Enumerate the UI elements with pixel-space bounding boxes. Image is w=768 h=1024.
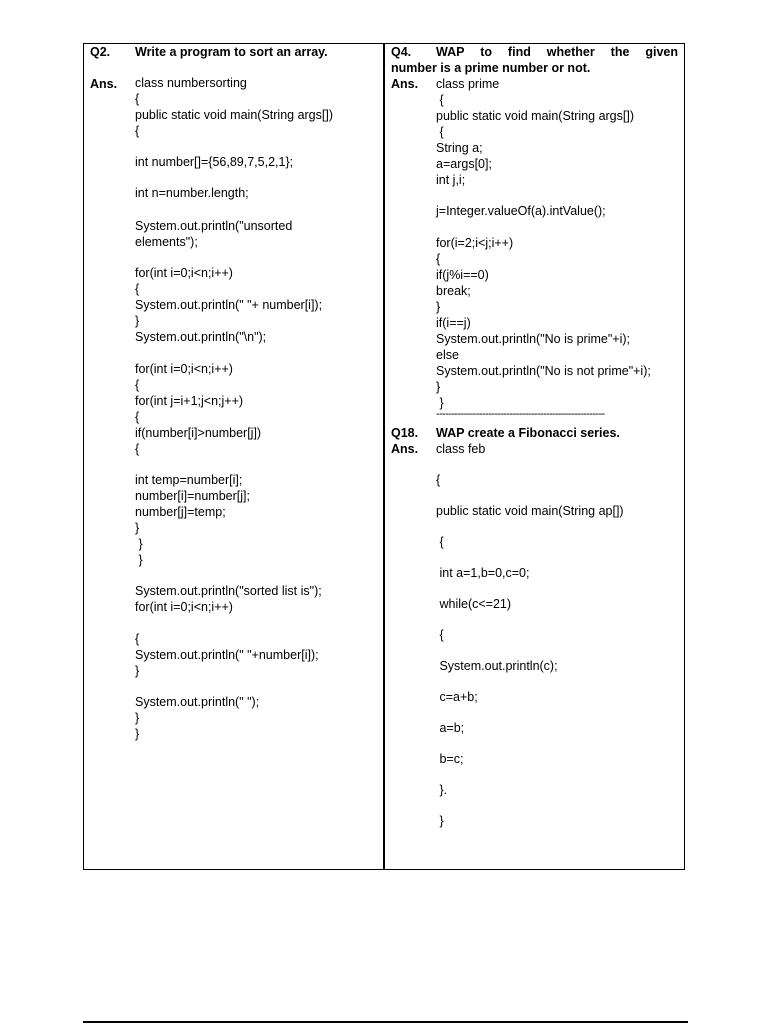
code-line: { bbox=[436, 125, 444, 139]
code-line: } bbox=[436, 396, 444, 410]
code-line: break; bbox=[436, 284, 471, 298]
code-line: } bbox=[436, 300, 441, 314]
q4-ans-label: Ans. bbox=[391, 77, 419, 91]
code-line: class feb bbox=[436, 442, 486, 456]
code-line: { bbox=[135, 124, 140, 138]
separator-line: ------------------------------------------------------- bbox=[436, 408, 605, 420]
code-line: if(number[i]>number[j]) bbox=[135, 426, 262, 440]
code-line: elements"); bbox=[135, 235, 198, 249]
code-line: int a=1,b=0,c=0; bbox=[436, 566, 530, 580]
column-divider bbox=[383, 43, 385, 870]
code-line: System.out.println(c); bbox=[436, 659, 558, 673]
code-line: j=Integer.valueOf(a).intValue(); bbox=[436, 204, 606, 218]
code-line: } bbox=[135, 711, 140, 725]
code-line: number[i]=number[j]; bbox=[135, 489, 250, 503]
code-line: int n=number.length; bbox=[135, 186, 249, 200]
code-line: } bbox=[436, 814, 444, 828]
code-line: for(int i=0;i<n;i++) bbox=[135, 600, 233, 614]
code-line: } bbox=[135, 314, 140, 328]
code-line: System.out.println("sorted list is"); bbox=[135, 584, 322, 598]
code-line: System.out.println(" "+number[i]); bbox=[135, 648, 319, 662]
q18-label: Q18. bbox=[391, 426, 419, 440]
code-line: { bbox=[135, 442, 140, 456]
code-line: int j,i; bbox=[436, 173, 466, 187]
code-line: int number[]={56,89,7,5,2,1}; bbox=[135, 155, 294, 169]
code-line: { bbox=[436, 93, 444, 107]
code-line: System.out.println(" "); bbox=[135, 695, 260, 709]
q2-question: Write a program to sort an array. bbox=[135, 45, 328, 59]
code-line: public static void main(String ap[]) bbox=[436, 504, 624, 518]
code-line: { bbox=[135, 92, 140, 106]
code-line: { bbox=[135, 282, 140, 296]
code-line: number[j]=temp; bbox=[135, 505, 226, 519]
q18-question: WAP create a Fibonacci series. bbox=[436, 426, 620, 440]
code-line: for(i=2;i<j;i++) bbox=[436, 236, 514, 250]
code-line: System.out.println("\n"); bbox=[135, 330, 267, 344]
code-line: { bbox=[135, 378, 140, 392]
code-line: System.out.println("No is not prime"+i); bbox=[436, 364, 651, 378]
code-line: class numbersorting bbox=[135, 76, 247, 90]
code-line: for(int i=0;i<n;i++) bbox=[135, 266, 233, 280]
code-line: if(j%i==0) bbox=[436, 268, 489, 282]
code-line: for(int j=i+1;j<n;j++) bbox=[135, 394, 244, 408]
code-line: }. bbox=[436, 783, 448, 797]
code-line: } bbox=[135, 664, 140, 678]
code-line: { bbox=[436, 535, 444, 549]
code-line: } bbox=[135, 521, 140, 535]
code-line: a=b; bbox=[436, 721, 465, 735]
code-line: int temp=number[i]; bbox=[135, 473, 243, 487]
code-line: } bbox=[135, 537, 143, 551]
code-line: public static void main(String args[]) bbox=[135, 108, 333, 122]
code-line: c=a+b; bbox=[436, 690, 478, 704]
code-line: } bbox=[135, 553, 143, 567]
q4-label: Q4. bbox=[391, 45, 412, 59]
code-line: if(i==j) bbox=[436, 316, 471, 330]
q18-ans-label: Ans. bbox=[391, 442, 419, 456]
code-line: } bbox=[436, 380, 441, 394]
code-line: { bbox=[436, 628, 444, 642]
q2-ans-label: Ans. bbox=[90, 77, 118, 91]
code-line: { bbox=[436, 473, 441, 487]
q4-question-line1: WAP to find whether the given bbox=[436, 45, 678, 59]
code-line: { bbox=[436, 252, 441, 266]
code-line: System.out.println("No is prime"+i); bbox=[436, 332, 631, 346]
code-line: b=c; bbox=[436, 752, 464, 766]
code-line: { bbox=[135, 632, 140, 646]
footer-rule bbox=[83, 1021, 688, 1023]
q2-label: Q2. bbox=[90, 45, 111, 59]
code-line: String a; bbox=[436, 141, 483, 155]
code-line: class prime bbox=[436, 77, 500, 91]
code-line: public static void main(String args[]) bbox=[436, 109, 634, 123]
code-line: a=args[0]; bbox=[436, 157, 492, 171]
code-line: else bbox=[436, 348, 459, 362]
code-line: } bbox=[135, 727, 140, 741]
code-line: System.out.println(" "+ number[i]); bbox=[135, 298, 323, 312]
code-line: while(c<=21) bbox=[436, 597, 512, 611]
code-line: for(int i=0;i<n;i++) bbox=[135, 362, 233, 376]
q4-question-line2: number is a prime number or not. bbox=[391, 61, 591, 75]
code-line: { bbox=[135, 410, 140, 424]
code-line: System.out.println("unsorted bbox=[135, 219, 293, 233]
